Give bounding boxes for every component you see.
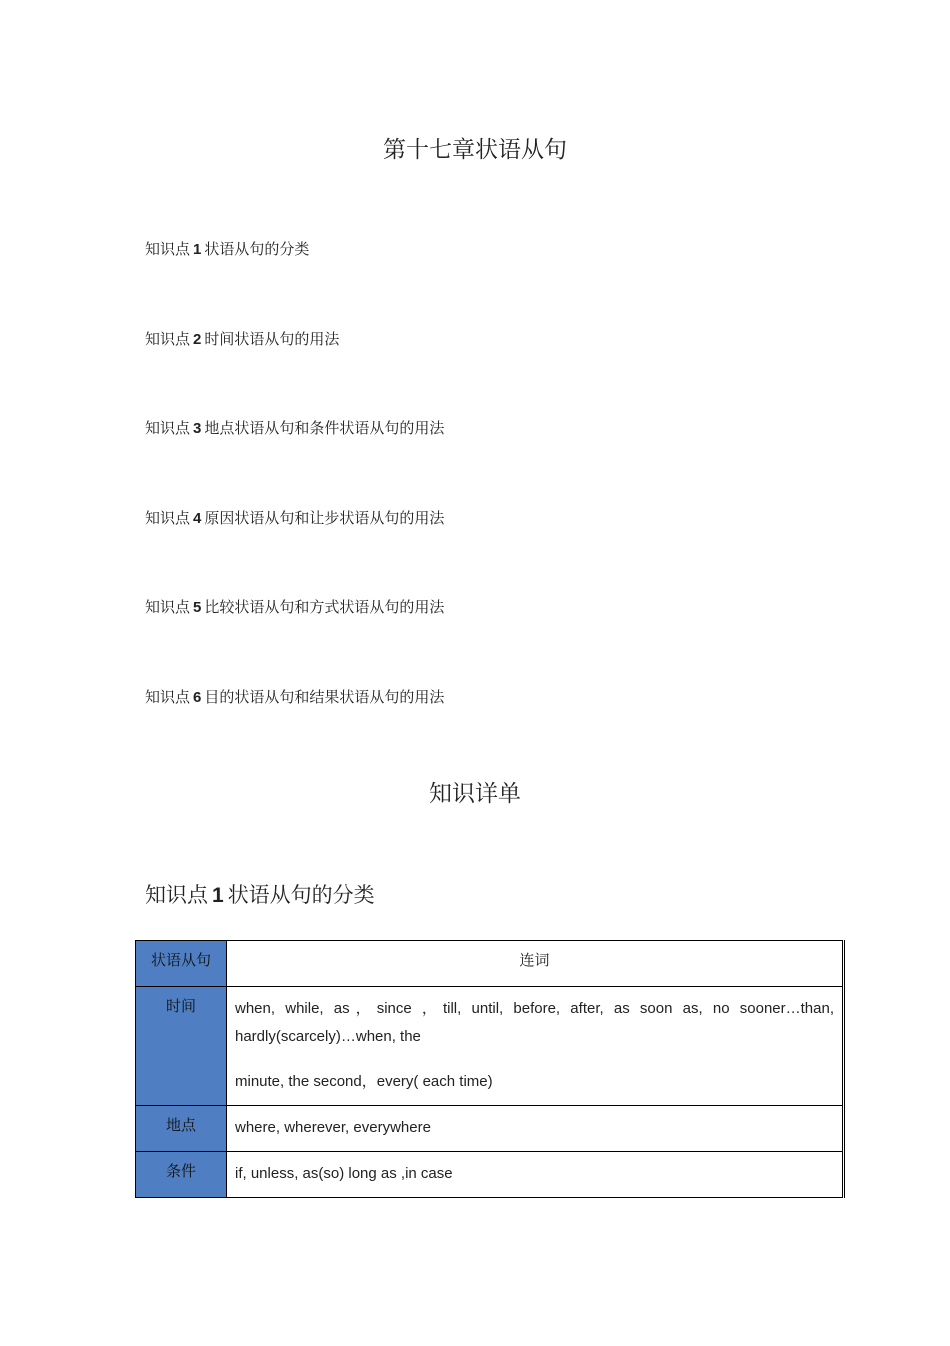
subsection-text: 状语从句的分类: [227, 883, 375, 907]
toc-prefix: 知识点: [145, 419, 191, 437]
chapter-title: [0, 132, 950, 168]
row-label-place: 地点: [136, 1106, 227, 1152]
toc-text: 地点状语从句和条件状语从句的用法: [204, 419, 445, 437]
header-clause-type: 状语从句: [136, 941, 227, 987]
toc-text: 目的状语从句和结果状语从句的用法: [204, 688, 445, 706]
row-label-condition: 条件: [136, 1152, 227, 1198]
toc-prefix: 知识点: [145, 509, 191, 527]
conjunctions-time: [227, 987, 844, 1106]
subsection-title: [145, 879, 375, 912]
toc-prefix: 知识点: [145, 330, 191, 348]
conjunctions-place-text: where, wherever, everywhere: [235, 1119, 431, 1136]
toc-number: 3: [193, 420, 202, 437]
conjunctions-place: [227, 1106, 844, 1152]
section-title: [0, 776, 950, 812]
toc-number: 4: [193, 510, 202, 527]
toc-number: 2: [193, 331, 202, 348]
row-label-time: 时间: [136, 987, 227, 1106]
section-title-text: 知识详单: [429, 781, 521, 807]
toc-number: 6: [193, 689, 202, 706]
toc-prefix: 知识点: [145, 598, 191, 616]
toc-item-2: [145, 329, 339, 350]
chapter-title-text: 第十七章状语从句: [383, 137, 567, 163]
toc-number: 5: [193, 599, 202, 616]
toc-prefix: 知识点: [145, 240, 191, 258]
conjunctions-time-line2: minute, the second，every( each time): [235, 1073, 493, 1090]
toc-text: 时间状语从句的用法: [204, 330, 340, 348]
toc-item-1: [145, 239, 309, 260]
table-row: [136, 1106, 844, 1152]
table-row: [136, 987, 844, 1106]
table-header-row: [136, 941, 844, 987]
toc-item-3: [145, 418, 444, 439]
toc-item-4: [145, 508, 444, 529]
toc-text: 原因状语从句和让步状语从句的用法: [204, 509, 445, 527]
toc-item-6: [145, 687, 444, 708]
conjunctions-condition-text: if, unless, as(so) long as ,in case: [235, 1165, 453, 1182]
toc-text: 状语从句的分类: [204, 240, 310, 258]
toc-item-5: [145, 597, 444, 618]
toc-text: 比较状语从句和方式状语从句的用法: [204, 598, 445, 616]
subsection-prefix: 知识点: [145, 883, 208, 907]
subsection-number: 1: [212, 884, 224, 907]
toc-number: 1: [193, 241, 202, 258]
toc-prefix: 知识点: [145, 688, 191, 706]
clause-conjunction-table: [135, 940, 845, 1198]
conjunctions-condition: [227, 1152, 844, 1198]
header-conjunctions: 连词: [227, 941, 844, 987]
conjunctions-time-line1: when, while, as，since ，till, until, before, after, as soon as, no sooner…than, hardly(scarcely)…when, the: [235, 1000, 834, 1045]
table-row: [136, 1152, 844, 1198]
